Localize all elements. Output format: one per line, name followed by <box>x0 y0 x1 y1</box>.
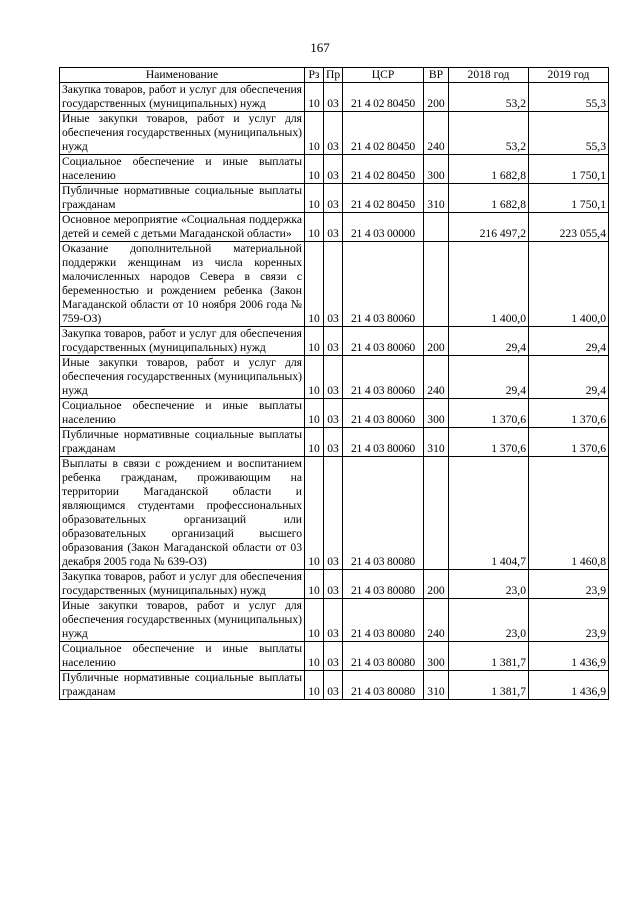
cell-2018: 1 400,0 <box>449 242 529 327</box>
cell-2019: 1 400,0 <box>529 242 609 327</box>
cell-name: Закупка товаров, работ и услуг для обеспечения государственных (муниципальных) нужд <box>60 570 305 599</box>
cell-pr: 03 <box>324 83 343 112</box>
cell-2019: 1 460,8 <box>529 457 609 570</box>
cell-pr: 03 <box>324 155 343 184</box>
table-row <box>60 671 609 700</box>
cell-pr: 03 <box>324 356 343 399</box>
cell-2019: 23,9 <box>529 570 609 599</box>
cell-pr: 03 <box>324 399 343 428</box>
table-row <box>60 184 609 213</box>
cell-2018: 1 404,7 <box>449 457 529 570</box>
cell-csr: 21 4 02 80450 <box>343 83 424 112</box>
cell-rz: 10 <box>305 642 324 671</box>
cell-2018: 23,0 <box>449 599 529 642</box>
cell-2019: 1 436,9 <box>529 642 609 671</box>
header-rz: Рз <box>305 68 324 83</box>
cell-2019: 29,4 <box>529 327 609 356</box>
cell-2019: 55,3 <box>529 83 609 112</box>
table-body <box>60 83 609 700</box>
budget-table <box>59 67 609 700</box>
cell-2018: 29,4 <box>449 356 529 399</box>
cell-2018: 1 381,7 <box>449 642 529 671</box>
cell-name: Закупка товаров, работ и услуг для обеспечения государственных (муниципальных) нужд <box>60 327 305 356</box>
cell-vr <box>424 213 449 242</box>
cell-rz: 10 <box>305 570 324 599</box>
cell-2018: 1 682,8 <box>449 184 529 213</box>
cell-rz: 10 <box>305 428 324 457</box>
cell-name: Выплаты в связи с рождением и воспитанием ребенка гражданам, проживающим на территории Магаданской области и являющимся студентами профессиональных образовательных организаций или образовательных организаций высшего образования (Закон Магаданской области от 03 декабря 2005 года № 639-ОЗ) <box>60 457 305 570</box>
cell-rz: 10 <box>305 83 324 112</box>
cell-rz: 10 <box>305 242 324 327</box>
cell-vr: 310 <box>424 671 449 700</box>
cell-csr: 21 4 03 80060 <box>343 242 424 327</box>
table-row <box>60 570 609 599</box>
cell-2019: 29,4 <box>529 356 609 399</box>
cell-pr: 03 <box>324 570 343 599</box>
cell-name: Публичные нормативные социальные выплаты гражданам <box>60 671 305 700</box>
table-row <box>60 356 609 399</box>
cell-rz: 10 <box>305 327 324 356</box>
cell-vr: 240 <box>424 112 449 155</box>
cell-2019: 1 370,6 <box>529 399 609 428</box>
cell-pr: 03 <box>324 327 343 356</box>
cell-csr: 21 4 03 80080 <box>343 457 424 570</box>
cell-name: Публичные нормативные социальные выплаты гражданам <box>60 184 305 213</box>
table-row <box>60 213 609 242</box>
cell-name: Основное мероприятие «Социальная поддержка детей и семей с детьми Магаданской области» <box>60 213 305 242</box>
cell-2018: 1 370,6 <box>449 399 529 428</box>
cell-pr: 03 <box>324 242 343 327</box>
cell-rz: 10 <box>305 399 324 428</box>
cell-name: Социальное обеспечение и иные выплаты населению <box>60 399 305 428</box>
table-row <box>60 155 609 184</box>
header-2019: 2019 год <box>529 68 609 83</box>
table-row <box>60 642 609 671</box>
cell-pr: 03 <box>324 599 343 642</box>
cell-vr: 200 <box>424 83 449 112</box>
cell-2018: 53,2 <box>449 83 529 112</box>
cell-name: Публичные нормативные социальные выплаты гражданам <box>60 428 305 457</box>
table-row <box>60 599 609 642</box>
cell-2018: 23,0 <box>449 570 529 599</box>
cell-rz: 10 <box>305 356 324 399</box>
cell-csr: 21 4 03 80060 <box>343 356 424 399</box>
cell-vr: 200 <box>424 570 449 599</box>
cell-vr: 200 <box>424 327 449 356</box>
header-2018: 2018 год <box>449 68 529 83</box>
cell-vr <box>424 457 449 570</box>
cell-csr: 21 4 03 80060 <box>343 428 424 457</box>
header-csr: ЦСР <box>343 68 424 83</box>
cell-pr: 03 <box>324 213 343 242</box>
cell-2019: 1 750,1 <box>529 184 609 213</box>
table-row <box>60 112 609 155</box>
cell-pr: 03 <box>324 457 343 570</box>
table-row <box>60 457 609 570</box>
page-number: 167 <box>310 40 330 55</box>
cell-csr: 21 4 02 80450 <box>343 184 424 213</box>
cell-name: Социальное обеспечение и иные выплаты населению <box>60 155 305 184</box>
cell-csr: 21 4 03 80080 <box>343 570 424 599</box>
cell-rz: 10 <box>305 184 324 213</box>
cell-2019: 1 370,6 <box>529 428 609 457</box>
cell-csr: 21 4 03 80060 <box>343 327 424 356</box>
table-row <box>60 83 609 112</box>
cell-vr: 300 <box>424 155 449 184</box>
cell-csr: 21 4 02 80450 <box>343 155 424 184</box>
cell-name: Иные закупки товаров, работ и услуг для обеспечения государственных (муниципальных) нужд <box>60 356 305 399</box>
cell-csr: 21 4 03 00000 <box>343 213 424 242</box>
cell-csr: 21 4 02 80450 <box>343 112 424 155</box>
table-row <box>60 428 609 457</box>
cell-rz: 10 <box>305 599 324 642</box>
cell-2018: 29,4 <box>449 327 529 356</box>
cell-vr: 300 <box>424 642 449 671</box>
cell-name: Иные закупки товаров, работ и услуг для обеспечения государственных (муниципальных) нужд <box>60 599 305 642</box>
cell-name: Иные закупки товаров, работ и услуг для обеспечения государственных (муниципальных) нужд <box>60 112 305 155</box>
cell-name: Закупка товаров, работ и услуг для обеспечения государственных (муниципальных) нужд <box>60 83 305 112</box>
cell-2018: 1 370,6 <box>449 428 529 457</box>
cell-pr: 03 <box>324 642 343 671</box>
cell-csr: 21 4 03 80080 <box>343 599 424 642</box>
cell-csr: 21 4 03 80080 <box>343 671 424 700</box>
cell-pr: 03 <box>324 112 343 155</box>
cell-vr: 310 <box>424 184 449 213</box>
cell-2018: 1 682,8 <box>449 155 529 184</box>
cell-2019: 55,3 <box>529 112 609 155</box>
cell-rz: 10 <box>305 155 324 184</box>
cell-pr: 03 <box>324 184 343 213</box>
header-vr: ВР <box>424 68 449 83</box>
table-row <box>60 399 609 428</box>
cell-2019: 1 750,1 <box>529 155 609 184</box>
cell-name: Оказание дополнительной материальной поддержки женщинам из числа коренных малочисленных народов Севера в связи с беременностью и рождением ребенка (Закон Магаданской области от 10 ноября 2006 года № 759-ОЗ) <box>60 242 305 327</box>
table-row <box>60 242 609 327</box>
cell-2019: 23,9 <box>529 599 609 642</box>
cell-csr: 21 4 03 80060 <box>343 399 424 428</box>
cell-vr <box>424 242 449 327</box>
cell-2018: 216 497,2 <box>449 213 529 242</box>
cell-name: Социальное обеспечение и иные выплаты населению <box>60 642 305 671</box>
cell-2018: 1 381,7 <box>449 671 529 700</box>
table-row <box>60 327 609 356</box>
cell-pr: 03 <box>324 671 343 700</box>
header-name: Наименование <box>60 68 305 83</box>
cell-rz: 10 <box>305 112 324 155</box>
cell-vr: 240 <box>424 356 449 399</box>
cell-vr: 300 <box>424 399 449 428</box>
cell-csr: 21 4 03 80080 <box>343 642 424 671</box>
cell-rz: 10 <box>305 457 324 570</box>
cell-2018: 53,2 <box>449 112 529 155</box>
cell-pr: 03 <box>324 428 343 457</box>
table-header-row <box>60 68 609 83</box>
header-pr: Пр <box>324 68 343 83</box>
cell-rz: 10 <box>305 671 324 700</box>
cell-vr: 240 <box>424 599 449 642</box>
cell-2019: 223 055,4 <box>529 213 609 242</box>
cell-2019: 1 436,9 <box>529 671 609 700</box>
cell-rz: 10 <box>305 213 324 242</box>
cell-vr: 310 <box>424 428 449 457</box>
